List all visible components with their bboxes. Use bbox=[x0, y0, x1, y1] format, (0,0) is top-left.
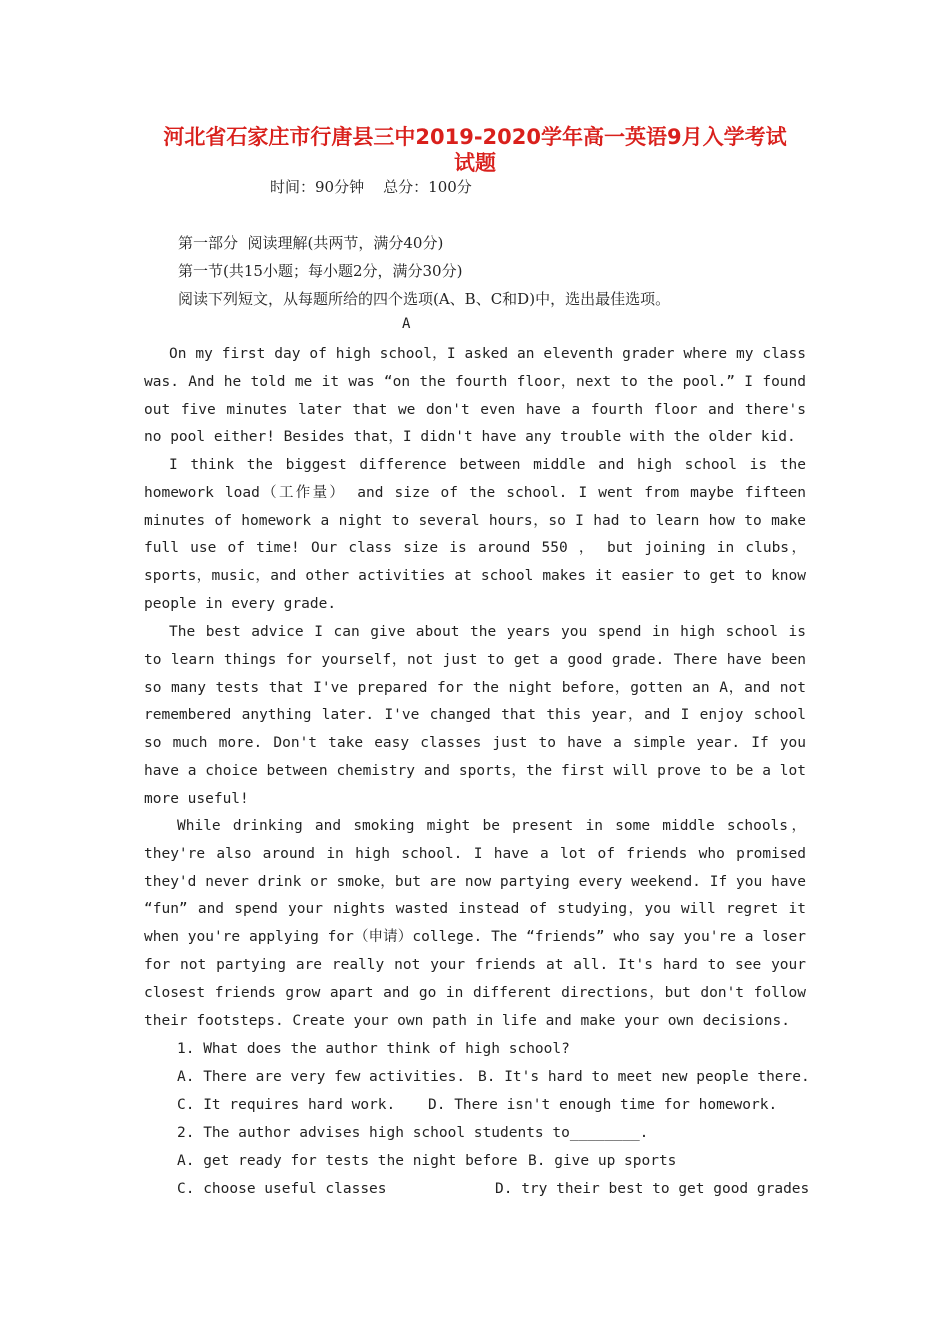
question-1-stem: 1. What does the author think of high school? bbox=[177, 1041, 570, 1057]
question-2-option-a: A. get ready for tests the night before bbox=[177, 1153, 518, 1169]
question-1-option-d: D. There isn't enough time for homework. bbox=[428, 1097, 778, 1113]
reading-directions: 阅读下列短文，从每题所给的四个选项(A、B、C和D)中，选出最佳选项。 bbox=[178, 290, 671, 308]
passage-paragraph-1: On my first day of high school，I asked an eleventh grader where my class was. And he told me it was “on the fourth floor，next to the pool.” I found out five minutes later that we don't even have a fourth floor and there's no pool either! Besides that，I didn't have any trouble with the older kid. bbox=[144, 346, 806, 446]
section-heading: 第一节(共15小题；每小题2分，满分30分) bbox=[178, 262, 463, 280]
passage-paragraph-3: The best advice I can give about the years you spend in high school is to learn things for yourself，not just to get a good grade. There have been so many tests that I've prepared for the night before，gotten an A，and not remembered anything later. I've changed that this year，and I enjoy school so much more. Don't take easy classes just to have a simple year. If you have a choice between chemistry and sports，the first will prove to be a lot more useful! bbox=[144, 624, 806, 807]
question-1-option-b: B. It's hard to meet new people there. bbox=[478, 1069, 810, 1085]
exam-time-and-score: 时间：90分钟 总分：100分 bbox=[270, 178, 472, 196]
question-2-option-c: C. choose useful classes bbox=[177, 1181, 387, 1197]
exam-title-line-2: 试题 bbox=[454, 151, 496, 175]
passage-paragraph-4: While drinking and smoking might be present in some middle schools，they're also around in high school. I have a lot of friends who promised they'd never drink or smoke，but are now partying every weekend. If you have “fun” and spend your nights wasted instead of studying，you will regret it when you're applying for（申请）college. The “friends” who say you're a loser for not partying are really not your friends at all. It's hard to see your closest friends grow apart and go in different directions，but don't follow their footsteps. Create your own path in life and make your own decisions. bbox=[144, 818, 806, 1029]
passage-letter: A bbox=[402, 316, 411, 332]
passage-paragraph-2: I think the biggest difference between middle and high school is the homework load（工作量） and size of the school. I went from maybe fifteen minutes of homework a night to several hours，so I had to learn how to make full use of time! Our class size is around 550 ， but joining in clubs，sports，music，and other activities at school makes it easier to get to know people in every grade. bbox=[144, 457, 806, 612]
question-2-stem: 2. The author advises high school students to________. bbox=[177, 1125, 649, 1141]
exam-title-line-1: 河北省石家庄市行唐县三中2019-2020学年高一英语9月入学考试 bbox=[163, 125, 787, 149]
question-2-option-d: D. try their best to get good grades bbox=[495, 1181, 810, 1197]
question-2-option-b: B. give up sports bbox=[528, 1153, 677, 1169]
part-heading: 第一部分 阅读理解(共两节，满分40分) bbox=[178, 234, 444, 252]
question-1-option-a: A. There are very few activities. bbox=[177, 1069, 466, 1085]
question-1-option-c: C. It requires hard work. bbox=[177, 1097, 396, 1113]
